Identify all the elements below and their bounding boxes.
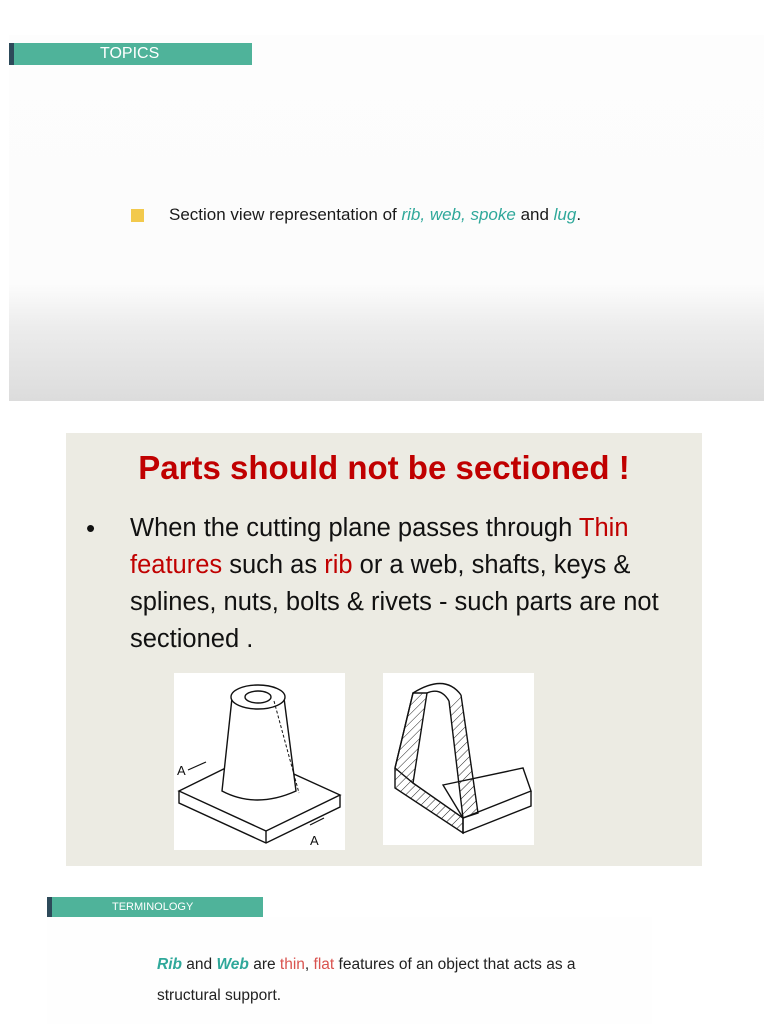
topic-comma-1: , [420, 205, 430, 224]
sectioned-part-drawing [383, 673, 534, 845]
topic-text [169, 205, 581, 225]
term-and: and [181, 956, 217, 973]
terminology-banner: TERMINOLOGY [47, 897, 263, 917]
topic-spoke: spoke [470, 205, 516, 224]
square-bullet-icon [131, 209, 144, 222]
sectioning-title: Parts should not be sectioned ! [138, 449, 630, 486]
term-web: Web [216, 956, 249, 973]
term-rest: features of an object that acts as a structural support. [157, 956, 576, 1004]
topic-comma-2: , [461, 205, 471, 224]
body-part-2: such as [222, 551, 325, 579]
sectioning-slide [66, 433, 702, 866]
sectioned-part-figure [383, 673, 534, 845]
term-are: are [248, 956, 280, 973]
topic-lug: lug [553, 205, 577, 224]
cutting-plane-label-top: A [177, 763, 186, 778]
topic-web: web [429, 205, 462, 224]
topic-period: . [576, 205, 582, 224]
body-part-1: When the cutting plane passes through [130, 514, 579, 542]
terminology-slide [47, 917, 652, 1024]
term-thin: thin [279, 956, 305, 973]
term-comma: , [304, 956, 314, 973]
term-rib: Rib [157, 956, 182, 973]
rib-highlight: rib [324, 551, 353, 579]
unsectioned-part-figure [174, 673, 345, 850]
topics-banner: TOPICS [9, 43, 252, 65]
term-flat: flat [313, 956, 335, 973]
topic-bullet-row [131, 203, 581, 227]
body-part-3: or a web, shafts, keys & splines, nuts, bolts & rivets - such parts are not sectioned . [130, 551, 659, 653]
thin-features-highlight: Thin features [130, 514, 629, 579]
terminology-text [157, 949, 637, 1011]
cutting-plane-label-bottom: A [310, 833, 319, 848]
topic-prefix: Section view representation of [169, 205, 402, 224]
topic-rib: rib [401, 205, 421, 224]
bullet-dot: • [86, 513, 96, 543]
sectioning-body [130, 510, 690, 658]
topic-and: and [515, 205, 554, 224]
unsectioned-part-drawing [174, 673, 345, 850]
